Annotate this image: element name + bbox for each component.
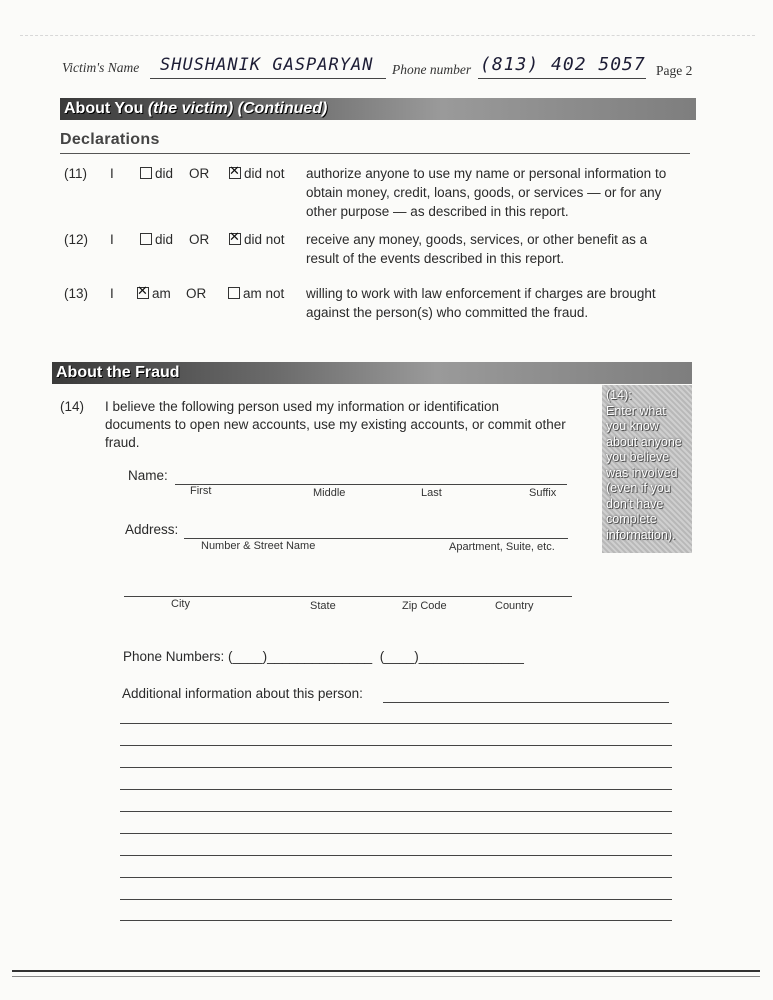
checkbox-did-not-checked[interactable] [229, 233, 241, 245]
additional-info-line[interactable] [120, 767, 672, 768]
decl-12-i: I [110, 232, 114, 247]
decl-12-option-did-not[interactable]: ✕ did not [229, 232, 285, 247]
name-sub-suffix: Suffix [529, 487, 557, 499]
name-sub-first: First [190, 485, 212, 497]
q14-sidebar-note [602, 385, 692, 553]
decl-12-or: OR [189, 232, 210, 247]
additional-info-line[interactable] [120, 877, 672, 878]
name-sub-middle: Middle [313, 487, 346, 499]
decl-11-text-line3: other purpose — as described in this report. [306, 204, 569, 219]
victim-name-label: Victim's Name [62, 60, 140, 75]
address-input-line[interactable] [184, 538, 568, 539]
address-sub-apartment: Apartment, Suite, etc. [449, 541, 555, 553]
city-input-line[interactable] [124, 596, 572, 597]
address-label: Address: [125, 522, 179, 537]
additional-info-line[interactable] [120, 811, 672, 812]
decl-12-text-line2: result of the events described in this report. [306, 251, 565, 266]
victim-name-line [150, 78, 386, 79]
bottom-rule-thin [12, 976, 760, 977]
additional-info-line[interactable] [120, 855, 672, 856]
q14-text-line3: fraud. [105, 435, 140, 450]
phone-number-value: (813) 402 5057 [480, 54, 646, 75]
decl-11-option-did[interactable]: did [140, 166, 173, 181]
sidebar-line: you believe [606, 450, 670, 464]
decl-11-i: I [110, 166, 114, 181]
checkbox-am-checked[interactable] [137, 287, 149, 299]
additional-info-line[interactable] [120, 745, 672, 746]
decl-11-text-line1: authorize anyone to use my name or personal information to [306, 166, 667, 181]
q14-text-line2: documents to open new accounts, use my existing accounts, or commit other [105, 417, 566, 432]
decl-12-text-line1: receive any money, goods, services, or other benefit as a [306, 232, 648, 247]
q14-text-line1: I believe the following person used my information or identification [105, 399, 499, 414]
city-sub-country: Country [495, 600, 534, 612]
victim-name-value: SHUSHANIK GASPARYAN [160, 55, 374, 75]
sidebar-line: about anyone [606, 434, 682, 449]
about-you-title: About You [64, 100, 144, 117]
additional-info-line[interactable] [120, 899, 672, 900]
decl-13-text-line2: against the person(s) who committed the fraud. [306, 305, 589, 320]
additional-info-line[interactable] [120, 833, 672, 834]
additional-info-label: Additional information about this person: [122, 686, 363, 701]
additional-info-line[interactable] [120, 920, 672, 921]
declarations-heading: Declarations [60, 131, 160, 148]
phone-numbers-field[interactable]: Phone Numbers: (____)______________ (____)______________ [123, 649, 524, 664]
additional-info-line[interactable] [120, 723, 672, 724]
q14-number: (14) [60, 399, 85, 414]
decl-11-or: OR [189, 166, 210, 181]
about-you-subtitle: (the victim) (Continued) [147, 100, 328, 117]
checkbox-did[interactable] [140, 233, 152, 245]
additional-info-line[interactable] [383, 702, 669, 703]
sidebar-line: information). [606, 527, 676, 542]
sidebar-line: was involved [606, 465, 678, 480]
phone-number-line [478, 78, 646, 79]
sidebar-line: you know [606, 419, 659, 433]
name-label: Name: [128, 468, 168, 483]
sidebar-line: Enter what [606, 403, 666, 418]
additional-info-line[interactable] [120, 789, 672, 790]
about-fraud-title: About the Fraud [56, 364, 180, 381]
decl-11-number: (11) [64, 166, 88, 181]
about-you-banner [60, 98, 696, 120]
sidebar-line: complete [606, 512, 657, 526]
checkbox-did[interactable] [140, 167, 152, 179]
about-fraud-banner [52, 362, 692, 384]
declarations-rule [60, 153, 690, 154]
top-rule [20, 35, 755, 36]
city-sub-city: City [171, 598, 190, 610]
name-input-line[interactable] [175, 484, 567, 485]
decl-13-text-line1: willing to work with law enforcement if charges are brought [306, 286, 656, 301]
decl-12-option-did[interactable]: did [140, 232, 173, 247]
decl-12-number: (12) [64, 232, 89, 247]
decl-13-number: (13) [64, 286, 89, 301]
name-sub-last: Last [421, 487, 442, 499]
decl-13-i: I [110, 286, 114, 301]
decl-13-option-am[interactable]: ✕ am [137, 286, 171, 301]
checkbox-am-not[interactable] [228, 287, 240, 299]
checkbox-did-not-checked[interactable] [229, 167, 241, 179]
city-sub-zip: Zip Code [402, 600, 447, 612]
bottom-rule [12, 970, 760, 972]
phone-number-label: Phone number [392, 62, 472, 77]
decl-13-or: OR [186, 286, 207, 301]
sidebar-line: (even if you [606, 481, 671, 495]
sidebar-line: don't have [606, 496, 664, 511]
decl-11-text-line2: obtain money, credit, loans, goods, or services — or for any [306, 185, 662, 200]
sidebar-line: (14): [606, 388, 632, 402]
decl-11-option-did-not[interactable]: ✕ did not [229, 166, 285, 181]
decl-13-option-am-not[interactable]: am not [228, 286, 284, 301]
page-number: Page 2 [656, 63, 693, 78]
address-sub-street: Number & Street Name [201, 540, 316, 552]
city-sub-state: State [310, 600, 336, 612]
